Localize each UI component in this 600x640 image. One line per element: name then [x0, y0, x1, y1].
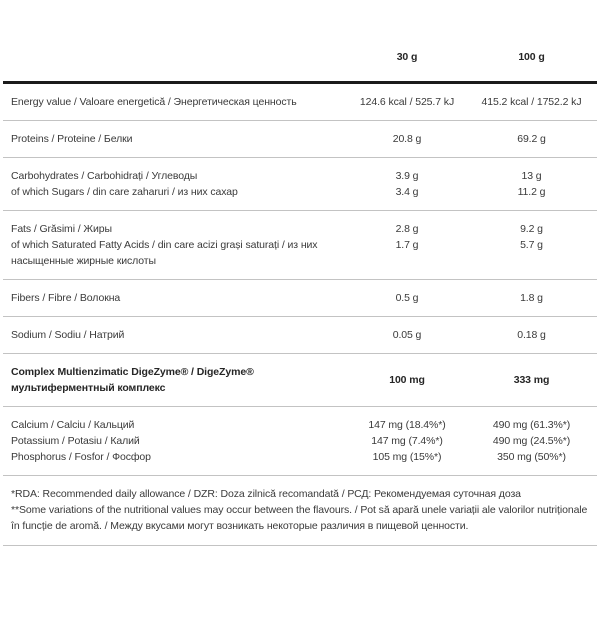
nutrient-label	[3, 168, 348, 184]
table-row	[3, 433, 597, 449]
nutrient-label-line: Sodium / Sodiu / Натрий	[11, 329, 125, 341]
value-100g: 69.2 g	[517, 133, 546, 145]
nutrient-label-line: Carbohydrates / Carbohidrați / Углеводы	[11, 170, 198, 182]
nutrient-label	[3, 290, 348, 306]
column-header-30g: 30 g	[396, 51, 418, 63]
table-row	[3, 131, 597, 147]
nutrient-label-line: of which Saturated Fatty Acids / din care acizi grași saturați / из них	[11, 239, 318, 251]
value-100g: 490 mg (61.3%*)	[492, 419, 571, 431]
nutrient-label	[3, 184, 348, 200]
value-30g: 147 mg (18.4%*)	[368, 419, 446, 431]
value-100g: 13 g	[521, 170, 542, 182]
table-row	[3, 221, 597, 237]
row-proteins	[3, 121, 597, 158]
table-row	[3, 327, 597, 343]
row-energy	[3, 84, 597, 121]
value-30g: 1.7 g	[395, 239, 419, 251]
table-row	[3, 364, 597, 396]
value-100g: 333 mg	[513, 374, 550, 386]
value-30g: 20.8 g	[392, 133, 422, 145]
value-30g: 0.5 g	[395, 292, 419, 304]
nutrient-label	[3, 221, 348, 237]
nutrient-label	[3, 449, 348, 465]
table-row	[3, 168, 597, 184]
nutrient-label-line: Potassium / Potasiu / Калий	[11, 435, 140, 447]
footnote-variations: **Some variations of the nutritional values may occur between the flavours. / Pot să apară unele variații ale valorilor nutriționale în funcție de aromă. / Между вкусами могут возникать некоторые различия в пищевой ценности.	[11, 504, 588, 532]
table-row	[3, 417, 597, 433]
nutrient-label	[3, 131, 348, 147]
value-100g: 11.2 g	[517, 186, 546, 198]
nutrient-label	[3, 327, 348, 343]
nutrient-label-line: Energy value / Valoare energetică / Энергетическая ценность	[11, 96, 297, 108]
nutrient-label	[3, 433, 348, 449]
value-30g: 3.4 g	[395, 186, 419, 198]
row-fats	[3, 211, 597, 280]
row-minerals	[3, 407, 597, 476]
table-row	[3, 237, 597, 269]
value-100g: 1.8 g	[520, 292, 543, 304]
nutrient-label-line: насыщенные жирные кислоты	[11, 255, 156, 267]
value-30g: 105 mg (15%*)	[372, 451, 442, 463]
nutrient-label-line: Fibers / Fibre / Волокна	[11, 292, 121, 304]
row-carbohydrates	[3, 158, 597, 211]
value-100g: 9.2 g	[520, 223, 543, 235]
row-digezyme-complex	[3, 354, 597, 407]
value-30g: 100 mg	[389, 374, 425, 386]
table-header	[3, 40, 597, 84]
nutrient-label-line: Complex Multienzimatic DigeZyme® / DigeZyme®	[11, 366, 254, 378]
table-row	[3, 184, 597, 200]
nutrient-label-line: Fats / Grăsimi / Жиры	[11, 223, 112, 235]
nutrient-label-line: Phosphorus / Fosfor / Фосфор	[11, 451, 151, 463]
nutrient-label-line: of which Sugars / din care zaharuri / из них сахар	[11, 186, 238, 198]
row-sodium	[3, 317, 597, 354]
nutrient-label	[3, 364, 348, 396]
row-fibers	[3, 280, 597, 317]
column-header-100g: 100 g	[518, 51, 545, 63]
table-row	[3, 94, 597, 110]
value-100g: 415.2 kcal / 1752.2 kJ	[481, 96, 582, 108]
nutrient-label-line: Proteins / Proteine / Белки	[11, 133, 133, 145]
nutrient-label-line: мультиферментный комплекс	[11, 382, 166, 394]
nutrient-label-line: Calcium / Calciu / Кальций	[11, 419, 135, 431]
value-30g: 2.8 g	[395, 223, 419, 235]
nutrient-label	[3, 94, 348, 110]
nutrient-label	[3, 417, 348, 433]
value-100g: 350 mg (50%*)	[497, 451, 566, 463]
value-30g: 147 mg (7.4%*)	[371, 435, 443, 447]
value-100g: 0.18 g	[517, 329, 546, 341]
table-row	[3, 449, 597, 465]
value-30g: 3.9 g	[395, 170, 419, 182]
footnote-rda: *RDA: Recommended daily allowance / DZR: Doza zilnică recomandată / РСД: Рекомендуемая суточная доза	[11, 488, 521, 500]
value-30g: 124.6 kcal / 525.7 kJ	[359, 96, 455, 108]
table-row	[3, 290, 597, 306]
nutrient-label	[3, 237, 348, 269]
value-100g: 5.7 g	[520, 239, 543, 251]
value-30g: 0.05 g	[392, 329, 422, 341]
footnotes	[3, 476, 597, 546]
nutrition-facts-table	[0, 40, 600, 546]
value-100g: 490 mg (24.5%*)	[492, 435, 571, 447]
